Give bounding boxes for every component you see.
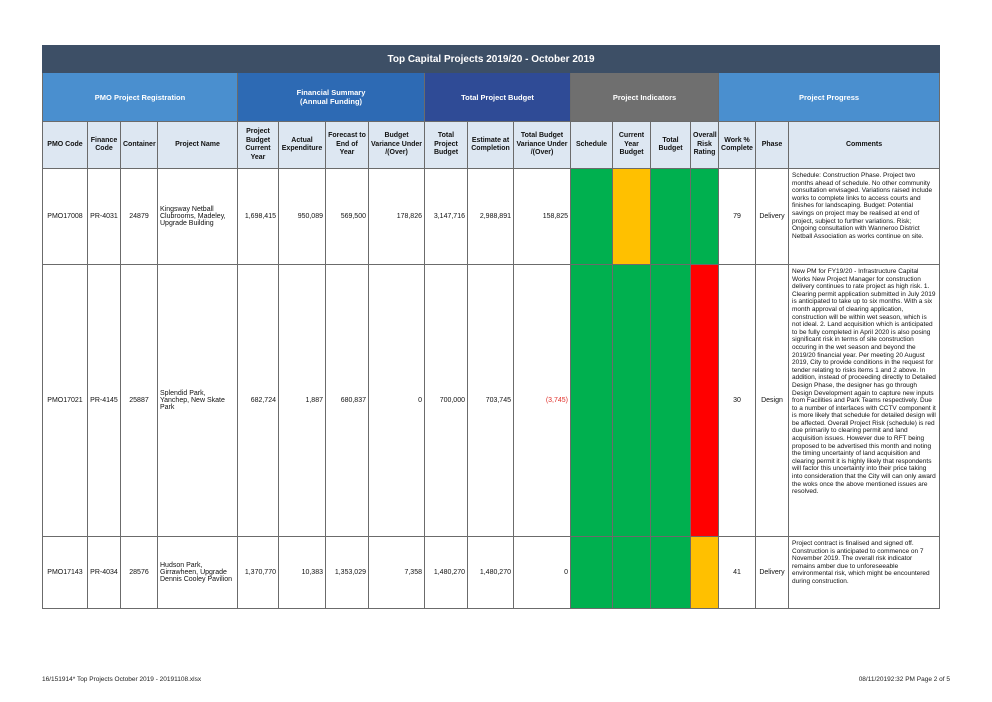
table-row: [43, 169, 940, 265]
cell-budget-variance: 7,358: [369, 537, 425, 609]
indicator-overall-risk: [691, 169, 719, 265]
cell-comments: Schedule: Construction Phase. Project two months ahead of schedule. No other community consultation envisaged. Variations raised include works to complete links to access courts and finishes for landscaping. Budget: Potential savings on project may be realised at end of project, subject to further variations. Risk; Ongoing consultation with Wanneroo District Netball Association as works continue on site.: [789, 169, 940, 265]
report-sheet: [42, 45, 939, 609]
cell-total-project-budget: 700,000: [425, 265, 468, 537]
col-budget-variance: Budget Variance Under /(Over): [369, 122, 425, 169]
cell-comments: Project contract is finalised and signed off. Construction is anticipated to commence on 7 November 2019. The overall risk indicator remains amber due to unforeseeable environmental risk, which might be encountered during construction.: [789, 537, 940, 609]
cell-pmo-code: PMO17143: [43, 537, 88, 609]
group-indicators: Project Indicators: [571, 73, 719, 122]
cell-forecast-eoy: 1,353,029: [326, 537, 369, 609]
cell-container: 25887: [121, 265, 158, 537]
col-project-name: Project Name: [158, 122, 238, 169]
cell-actual-expenditure: 1,887: [279, 265, 326, 537]
table-row: [43, 265, 940, 537]
indicator-current-year-budget: [613, 537, 651, 609]
col-budget-current-year: Project Budget Current Year: [238, 122, 279, 169]
cell-budget-current-year: 1,698,415: [238, 169, 279, 265]
report-title: Top Capital Projects 2019/20 - October 2019: [43, 46, 940, 73]
cell-container: 28576: [121, 537, 158, 609]
cell-estimate-completion: 1,480,270: [468, 537, 514, 609]
indicator-schedule: [571, 537, 613, 609]
cell-budget-variance: 0: [369, 265, 425, 537]
cell-actual-expenditure: 10,383: [279, 537, 326, 609]
cell-budget-current-year: 1,370,770: [238, 537, 279, 609]
group-registration: PMO Project Registration: [43, 73, 238, 122]
col-pmo-code: PMO Code: [43, 122, 88, 169]
cell-actual-expenditure: 950,089: [279, 169, 326, 265]
indicator-overall-risk: [691, 537, 719, 609]
col-total-project-budget: Total Project Budget: [425, 122, 468, 169]
col-phase: Phase: [756, 122, 789, 169]
cell-finance-code: PR-4031: [88, 169, 121, 265]
indicator-current-year-budget: [613, 169, 651, 265]
col-schedule: Schedule: [571, 122, 613, 169]
col-overall-risk: Overall Risk Rating: [691, 122, 719, 169]
indicator-schedule: [571, 265, 613, 537]
cell-forecast-eoy: 680,837: [326, 265, 369, 537]
indicator-total-budget: [651, 169, 691, 265]
table-row: [43, 537, 940, 609]
cell-phase: Design: [756, 265, 789, 537]
cell-project-name: Kingsway Netball Clubrooms, Madeley, Upgrade Building: [158, 169, 238, 265]
cell-total-budget-variance: (3,745): [514, 265, 571, 537]
cell-estimate-completion: 2,988,891: [468, 169, 514, 265]
cell-pmo-code: PMO17021: [43, 265, 88, 537]
cell-work-complete: 41: [719, 537, 756, 609]
indicator-schedule: [571, 169, 613, 265]
col-current-year-budget: Current Year Budget: [613, 122, 651, 169]
col-total-budget: Total Budget: [651, 122, 691, 169]
projects-table: [42, 45, 940, 609]
col-estimate-completion: Estimate at Completion: [468, 122, 514, 169]
cell-finance-code: PR-4145: [88, 265, 121, 537]
cell-forecast-eoy: 569,500: [326, 169, 369, 265]
indicator-total-budget: [651, 537, 691, 609]
col-work-complete: Work % Complete: [719, 122, 756, 169]
cell-estimate-completion: 703,745: [468, 265, 514, 537]
col-actual-expenditure: Actual Expenditure: [279, 122, 326, 169]
cell-phase: Delivery: [756, 537, 789, 609]
footer-filename: 16/151914* Top Projects October 2019 - 20191108.xlsx: [42, 676, 202, 683]
cell-total-project-budget: 1,480,270: [425, 537, 468, 609]
cell-work-complete: 30: [719, 265, 756, 537]
cell-total-budget-variance: 158,825: [514, 169, 571, 265]
cell-total-project-budget: 3,147,716: [425, 169, 468, 265]
indicator-total-budget: [651, 265, 691, 537]
group-progress: Project Progress: [719, 73, 940, 122]
indicator-overall-risk: [691, 265, 719, 537]
cell-project-name: Splendid Park, Yanchep, New Skate Park: [158, 265, 238, 537]
col-comments: Comments: [789, 122, 940, 169]
cell-budget-current-year: 682,724: [238, 265, 279, 537]
col-container: Container: [121, 122, 158, 169]
col-forecast-eoy: Forecast to End of Year: [326, 122, 369, 169]
col-finance-code: Finance Code: [88, 122, 121, 169]
cell-total-budget-variance: 0: [514, 537, 571, 609]
cell-container: 24879: [121, 169, 158, 265]
cell-phase: Delivery: [756, 169, 789, 265]
cell-finance-code: PR-4034: [88, 537, 121, 609]
cell-comments: New PM for FY19/20 - Infrastructure Capital Works New Project Manager for construction delivery continues to rate project as high risk. 1. Clearing permit application submitted in July 2019 is anticipated to take up to six months. With a six month approval of clearing application, construction will be within wet season, which is not ideal. 2. Land acquisition which is anticipated to be fully completed in April 2020 is also posing significant risk in terms of site construction occuring in the wet season and beyond the 2019/20 financial year. Per meeting 20 August 2019, City to provide conditions in the request for tender relating to risks items 1 and 2 above. In addition, instead of proceeding directly to Detailed Design Phase, the designer has go through Design Development again to capture new inputs from Facilities and Park Teams respectively. Due to a number of interfaces with CCTV component it is more likely that schedule for detailed design will be affected. Overall Project Risk (schedule) is red due primarily to clearing permit and land acquisition issues. However due to RFT being proposed to be advertised this month and noting the timing uncertainty of land acquisition and clearing permit it is highly likely that respondents will factor this uncertainty into their price taking into consideration that the City will can only award the woks once the above mentioned issues are resolved.: [789, 265, 940, 537]
cell-project-name: Hudson Park, Girrawheen, Upgrade Dennis Cooley Pavilion: [158, 537, 238, 609]
col-total-budget-variance: Total Budget Variance Under /(Over): [514, 122, 571, 169]
indicator-current-year-budget: [613, 265, 651, 537]
cell-work-complete: 79: [719, 169, 756, 265]
footer-page-info: 08/11/20192:32 PM Page 2 of 5: [858, 676, 950, 683]
group-total-budget: Total Project Budget: [425, 73, 571, 122]
group-financial: Financial Summary (Annual Funding): [238, 73, 425, 122]
cell-budget-variance: 178,826: [369, 169, 425, 265]
cell-pmo-code: PMO17008: [43, 169, 88, 265]
